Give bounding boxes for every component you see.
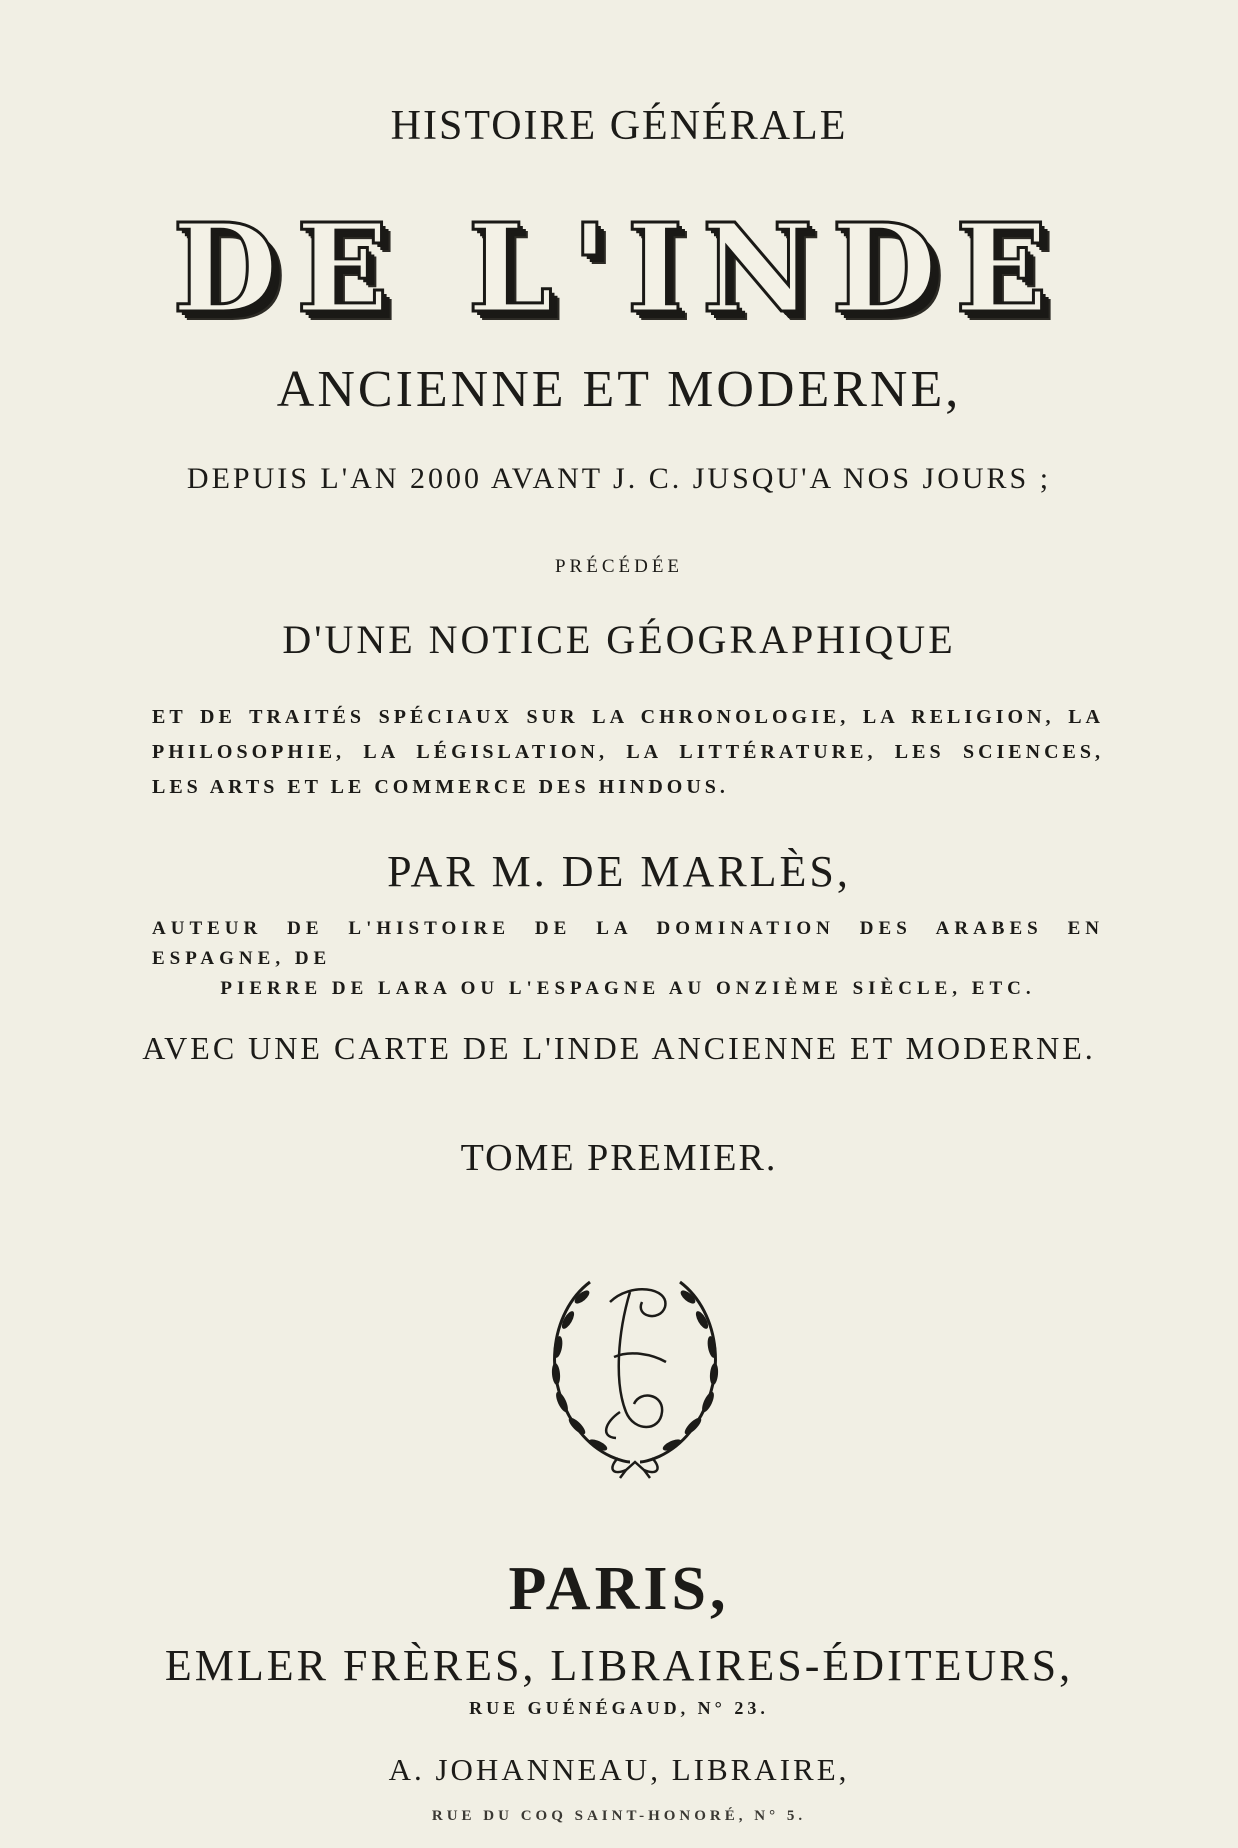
title-line-histoire: HISTOIRE GÉNÉRALE: [390, 103, 848, 149]
imprint-publisher-address: RUE GUÉNÉGAUD, N° 23.: [469, 1698, 769, 1718]
imprint-publisher: EMLER FRÈRES, LIBRAIRES-ÉDITEURS,: [164, 1641, 1074, 1690]
period-line: DEPUIS L'AN 2000 AVANT J. C. JUSQU'A NOS JOURS ;: [186, 462, 1052, 495]
laurel-wreath-monogram-icon: [530, 1262, 740, 1480]
map-note: AVEC UNE CARTE DE L'INDE ANCIENNE ET MODERNE.: [142, 1030, 1096, 1066]
author-works: [152, 914, 1104, 1004]
author-works-line-2: PIERRE DE LARA OU L'ESPAGNE AU ONZIÈME SIÈCLE, ETC.: [220, 978, 1036, 999]
volume-line: TOME PREMIER.: [460, 1137, 778, 1179]
notice-line: D'UNE NOTICE GÉOGRAPHIQUE: [282, 617, 956, 662]
author-works-line-1: AUTEUR DE L'HISTOIRE DE LA DOMINATION DES ARABES EN ESPAGNE, DE: [152, 918, 1104, 969]
main-title: DE L'INDE: [172, 196, 1066, 340]
author-line: PAR M. DE MARLÈS,: [387, 847, 851, 896]
subtitle: ANCIENNE ET MODERNE,: [276, 361, 962, 418]
preceded-line: PRÉCÉDÉE: [554, 556, 684, 577]
imprint-bookseller-address: RUE DU COQ SAINT-HONORÉ, N° 5.: [431, 1808, 807, 1824]
imprint-bookseller: A. JOHANNEAU, LIBRAIRE,: [388, 1752, 850, 1787]
imprint-city: PARIS,: [508, 1555, 730, 1623]
treatises-paragraph: ET DE TRAITÉS SPÉCIAUX SUR LA CHRONOLOGIE, LA RELIGION, LA PHILOSOPHIE, LA LÉGISLATION, LA LITTÉRATURE, LES SCIENCES, LES ARTS ET LE COMMERCE DES HINDOUS.: [152, 706, 1104, 798]
